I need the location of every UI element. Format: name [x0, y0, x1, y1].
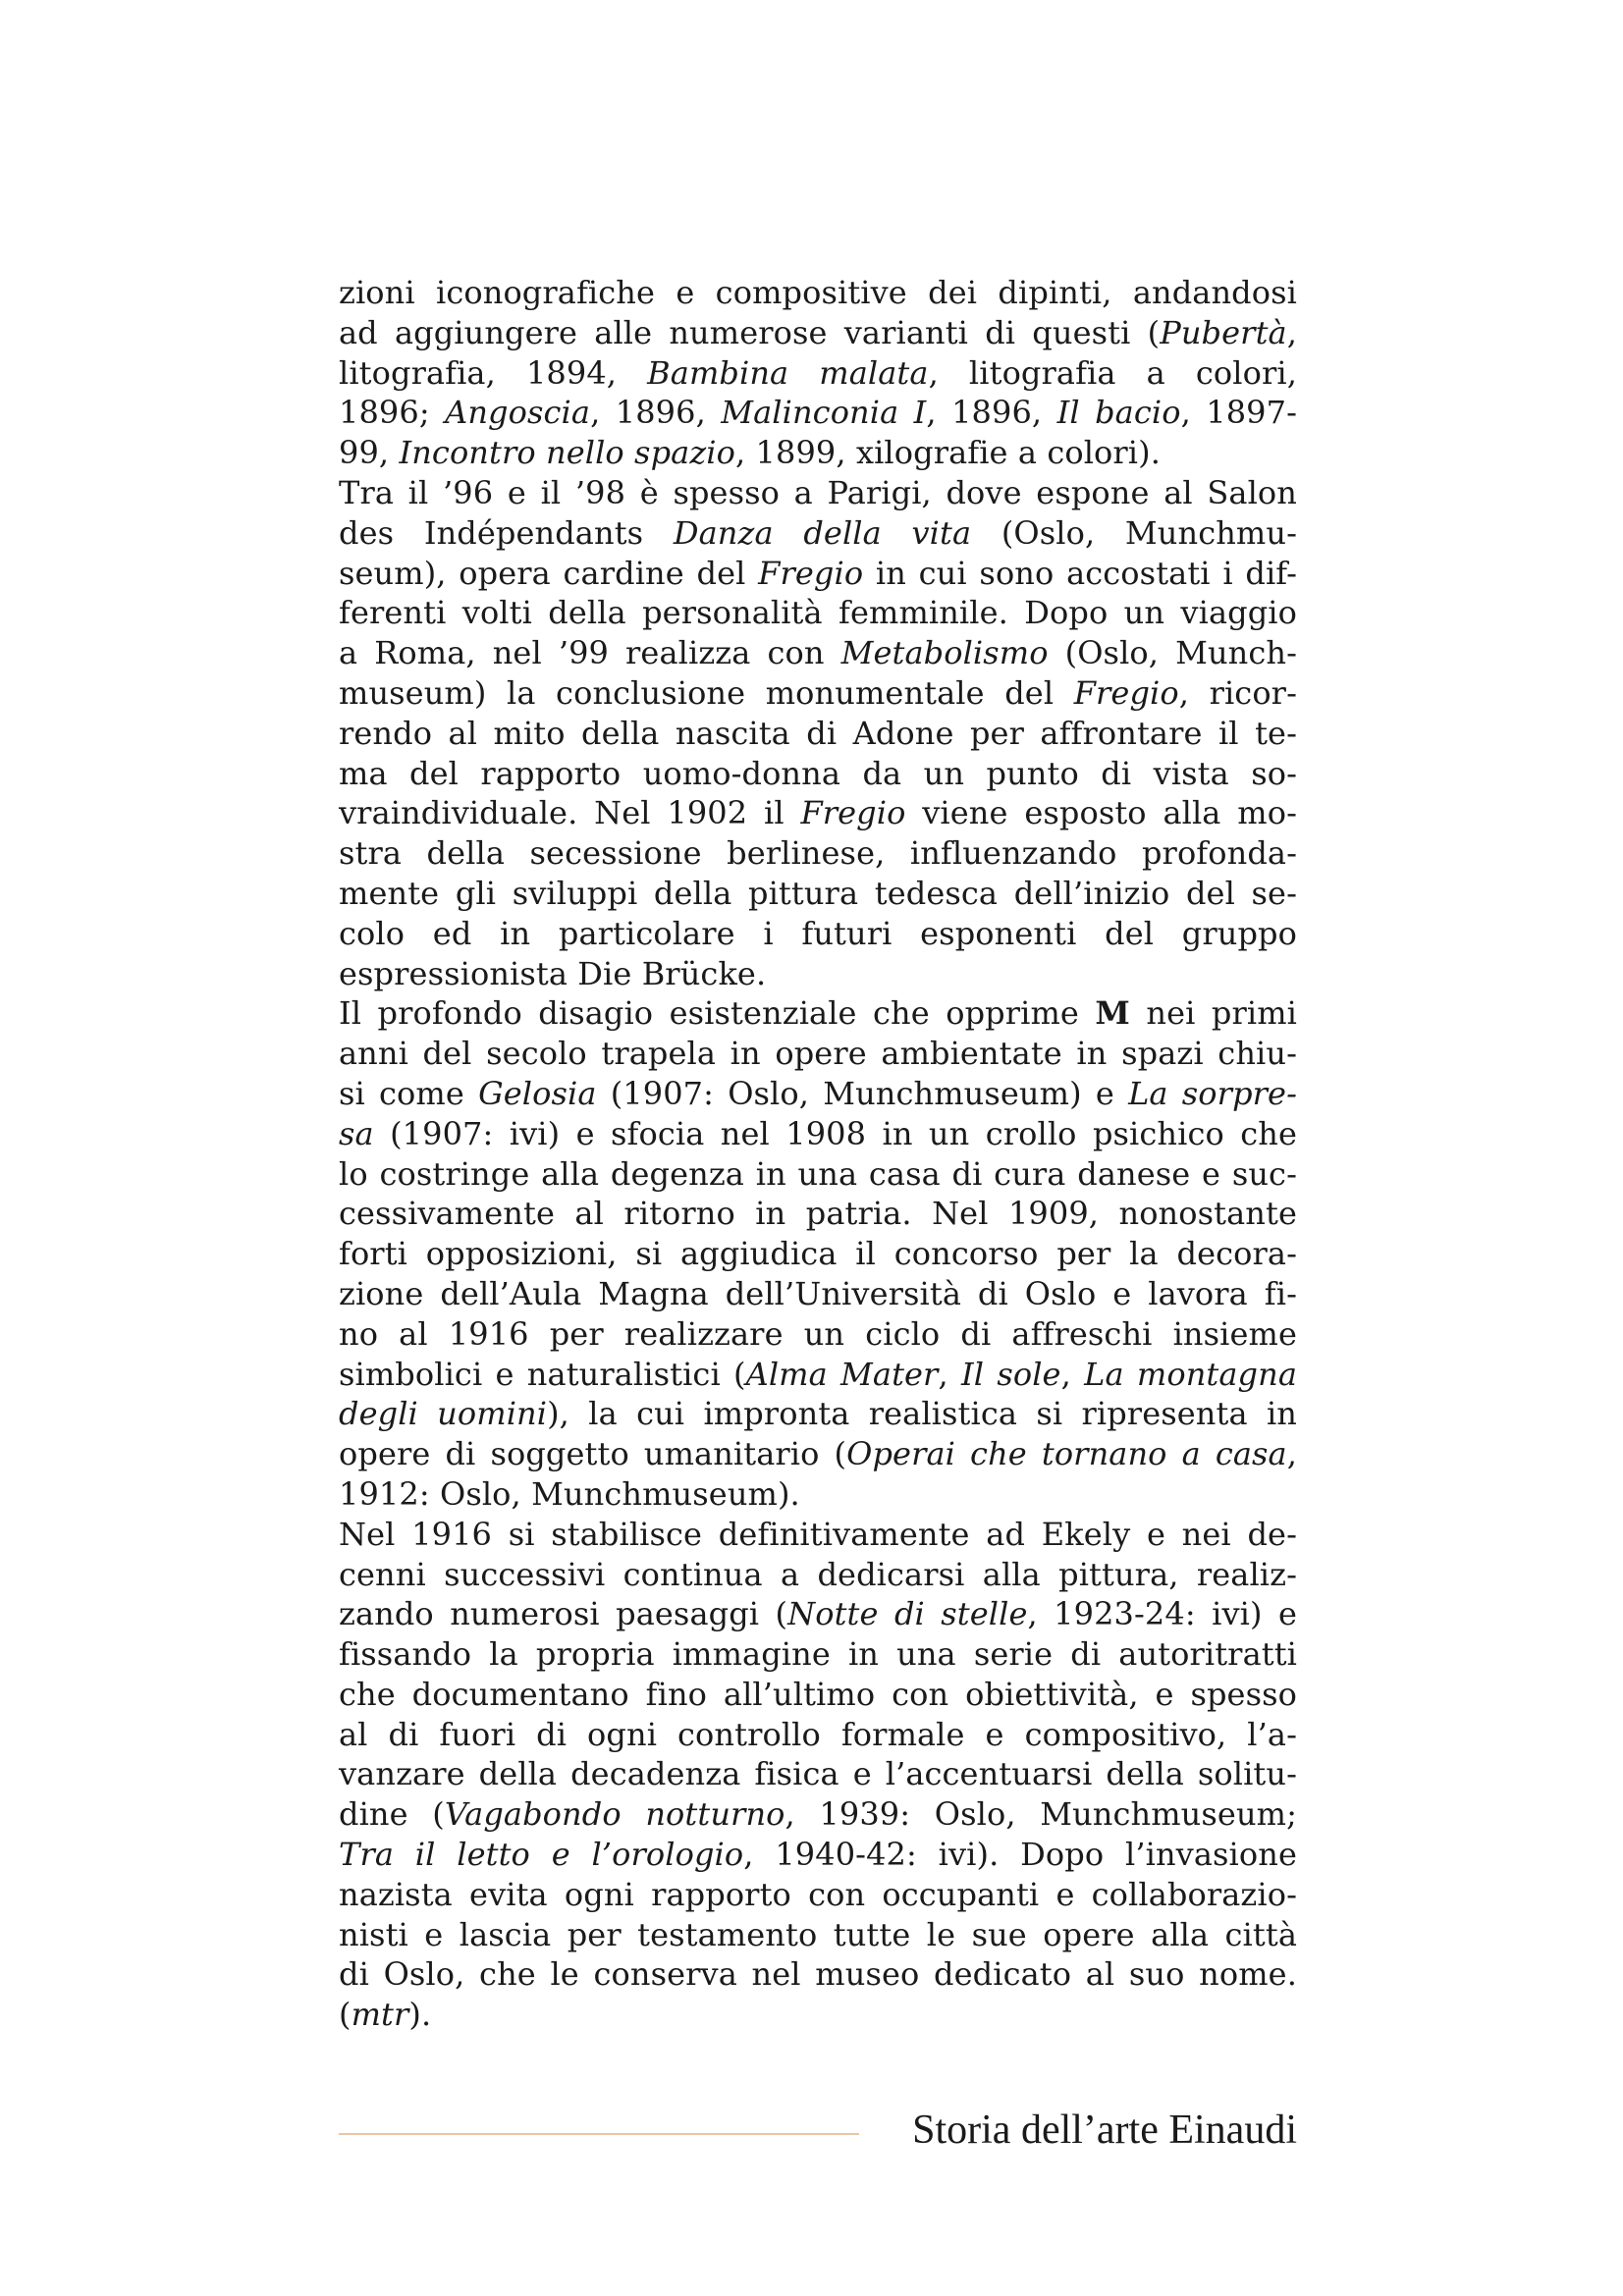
italic-text: Bambina malata: [647, 353, 929, 392]
text-line: [339, 554, 1297, 594]
text-line: [339, 1355, 1297, 1395]
italic-text: Incontro nello spazio: [399, 434, 736, 472]
text-segment: ,: [938, 1355, 961, 1393]
text-line: [339, 714, 1297, 754]
text-line: [339, 1794, 1297, 1835]
text-segment: in cui sono accostati i dif-: [863, 554, 1298, 592]
text-segment: 1896;: [339, 394, 446, 432]
text-line: [339, 754, 1297, 794]
text-segment: cenni successivi continua a dedicarsi alla pittura, realiz-: [339, 1555, 1297, 1593]
italic-text: La montagna: [1084, 1355, 1298, 1393]
text-line: [339, 1835, 1297, 1875]
text-segment: (1907: Oslo, Munchmuseum) e: [596, 1074, 1129, 1112]
page-footer: [339, 2101, 1297, 2160]
text-line: [339, 1555, 1297, 1595]
italic-text: Vagabondo notturno: [444, 1795, 785, 1834]
italic-text: mtr: [351, 1996, 409, 2034]
text-line: [339, 633, 1297, 673]
italic-text: Fregio: [1073, 673, 1179, 712]
text-line: [339, 1915, 1297, 1955]
text-segment: ), la cui impronta realistica si ripresenta in: [547, 1395, 1298, 1433]
italic-text: Fregio: [758, 554, 864, 592]
text-line: [339, 1875, 1297, 1915]
text-segment: nazista evita ogni rapporto con occupanti e collaborazio-: [339, 1875, 1297, 1913]
body-text: [339, 273, 1297, 2035]
text-line: [339, 993, 1297, 1034]
text-segment: lo costringe alla degenza in una casa di cura danese e suc-: [339, 1154, 1297, 1193]
text-segment: nisti e lascia per testamento tutte le sue opere alla città: [339, 1915, 1297, 1953]
text-segment: simbolici e naturalistici (: [339, 1355, 746, 1393]
text-line: [339, 313, 1297, 353]
footer-title: Storia dell’arte Einaudi: [912, 2108, 1297, 2153]
italic-text: Angoscia: [445, 394, 591, 432]
italic-text: Malinconia I: [721, 394, 927, 432]
text-line: [339, 914, 1297, 954]
text-line: [339, 1194, 1297, 1234]
text-segment: zando numerosi paesaggi (: [339, 1595, 788, 1633]
italic-text: sa: [339, 1114, 374, 1152]
italic-text: Alma Mater: [745, 1355, 939, 1393]
text-segment: stra della secessione berlinese, influenzando profonda-: [339, 834, 1297, 873]
bold-text: M: [1095, 994, 1130, 1033]
text-line: [339, 874, 1297, 914]
text-segment: mente gli sviluppi della pittura tedesca dell’inizio del se-: [339, 874, 1297, 912]
text-segment: vanzare della decadenza fisica e l’accentuarsi della solitu-: [339, 1755, 1297, 1793]
text-line: [339, 1074, 1297, 1114]
italic-text: Danza della vita: [673, 513, 972, 552]
text-segment: opere di soggetto umanitario (: [339, 1435, 847, 1473]
text-segment: (Oslo, Munch-: [1048, 634, 1298, 672]
text-segment: dine (: [339, 1795, 445, 1834]
text-line: [339, 1715, 1297, 1755]
text-segment: cessivamente al ritorno in patria. Nel 1909, nonostante: [339, 1195, 1297, 1233]
text-segment: ma del rapporto uomo-donna da un punto di vista so-: [339, 754, 1297, 792]
text-segment: Tra il ’96 e il ’98 è spesso a Parigi, dove espone al Salon: [339, 473, 1297, 511]
text-line: [339, 793, 1297, 833]
text-segment: ,: [1286, 1435, 1298, 1473]
text-segment: , 1897-: [1180, 394, 1297, 432]
italic-text: Il bacio: [1056, 394, 1181, 432]
text-segment: museum) la conclusione monumentale del: [339, 673, 1074, 712]
text-segment: rendo al mito della nascita di Adone per affrontare il te-: [339, 714, 1297, 752]
text-line: [339, 1474, 1297, 1515]
text-segment: si come: [339, 1074, 479, 1112]
italic-text: Tra il letto e l’orologio: [339, 1836, 744, 1874]
italic-text: Il sole: [961, 1355, 1061, 1393]
italic-text: Operai che tornano a casa: [846, 1435, 1287, 1473]
text-line: [339, 513, 1297, 554]
text-segment: espressionista Die Brücke.: [339, 954, 767, 992]
text-segment: nei primi: [1129, 994, 1298, 1033]
text-segment: zioni iconografiche e compositive dei dipinti, andandosi: [339, 274, 1297, 311]
text-line: [339, 273, 1297, 313]
text-segment: ).: [408, 1996, 432, 2034]
text-line: [339, 393, 1297, 433]
text-segment: , 1923-24: ivi) e: [1027, 1595, 1298, 1633]
text-line: [339, 1594, 1297, 1634]
text-segment: Nel 1916 si stabilisce definitivamente ad Ekely e nei de-: [339, 1515, 1297, 1553]
footer-rule: [339, 2133, 859, 2135]
text-segment: ,: [1060, 1355, 1085, 1393]
text-segment: no al 1916 per realizzare un ciclo di affreschi insieme: [339, 1314, 1297, 1353]
text-segment: a Roma, nel ’99 realizza con: [339, 634, 841, 672]
text-segment: ferenti volti della personalità femminile. Dopo un viaggio: [339, 594, 1297, 632]
text-segment: viene esposto alla mo-: [905, 794, 1297, 832]
text-segment: 1912: Oslo, Munchmuseum).: [339, 1474, 800, 1513]
text-line: [339, 1234, 1297, 1274]
italic-text: Gelosia: [478, 1074, 597, 1112]
text-line: [339, 593, 1297, 633]
text-segment: ,: [1286, 313, 1297, 351]
italic-text: La sorpre-: [1128, 1074, 1298, 1112]
text-line: [339, 353, 1297, 394]
text-segment: , litografia a colori,: [928, 353, 1297, 392]
text-line: [339, 1634, 1297, 1675]
text-line: [339, 1034, 1297, 1074]
text-segment: colo ed in particolare i futuri esponenti del gruppo: [339, 914, 1297, 952]
text-line: [339, 1274, 1297, 1314]
text-line: [339, 673, 1297, 714]
text-segment: fissando la propria immagine in una serie di autoritratti: [339, 1635, 1297, 1674]
text-line: [339, 1675, 1297, 1715]
text-segment: des Indépendants: [339, 513, 674, 552]
text-line: [339, 1154, 1297, 1195]
text-segment: , 1896,: [590, 394, 722, 432]
text-segment: (1907: ivi) e sfocia nel 1908 in un crollo psichico che: [373, 1114, 1297, 1152]
italic-text: Metabolismo: [840, 634, 1049, 672]
text-line: [339, 1754, 1297, 1794]
italic-text: degli uomini: [339, 1395, 548, 1433]
italic-text: Pubertà: [1160, 313, 1287, 351]
text-segment: che documentano fino all’ultimo con obiettività, e spesso: [339, 1675, 1297, 1713]
text-segment: di Oslo, che le conserva nel museo dedicato al suo nome.: [339, 1955, 1297, 1994]
text-line: [339, 1515, 1297, 1555]
italic-text: Fregio: [800, 794, 906, 832]
text-line: [339, 473, 1297, 513]
text-line: [339, 1314, 1297, 1355]
text-line: [339, 1995, 1297, 2035]
text-line: [339, 833, 1297, 874]
text-segment: , ricor-: [1178, 673, 1297, 712]
text-segment: , 1939: Oslo, Munchmuseum;: [784, 1795, 1297, 1834]
text-segment: , 1899, xilografie a colori).: [735, 434, 1161, 472]
text-segment: al di fuori di ogni controllo formale e compositivo, l’a-: [339, 1715, 1297, 1753]
text-segment: , 1940-42: ivi). Dopo l’invasione: [743, 1836, 1297, 1874]
text-segment: , 1896,: [926, 394, 1057, 432]
text-line: [339, 1954, 1297, 1995]
text-line: [339, 954, 1297, 994]
text-segment: litografia, 1894,: [339, 353, 648, 392]
text-line: [339, 433, 1297, 473]
text-segment: anni del secolo trapela in opere ambientate in spazi chiu-: [339, 1035, 1297, 1073]
text-segment: forti opposizioni, si aggiudica il concorso per la decora-: [339, 1235, 1297, 1273]
text-line: [339, 1394, 1297, 1434]
text-segment: (: [339, 1996, 352, 2034]
text-line: [339, 1114, 1297, 1154]
text-segment: 99,: [339, 434, 400, 472]
italic-text: Notte di stelle: [787, 1595, 1028, 1633]
text-segment: vraindividuale. Nel 1902 il: [339, 794, 801, 832]
text-line: [339, 1434, 1297, 1474]
text-segment: Il profondo disagio esistenziale che opprime: [339, 994, 1096, 1033]
text-segment: seum), opera cardine del: [339, 554, 759, 592]
text-segment: ad aggiungere alle numerose varianti di questi (: [339, 313, 1161, 351]
text-segment: (Oslo, Munchmu-: [971, 513, 1297, 552]
text-segment: zione dell’Aula Magna dell’Università di Oslo e lavora fi-: [339, 1274, 1297, 1312]
